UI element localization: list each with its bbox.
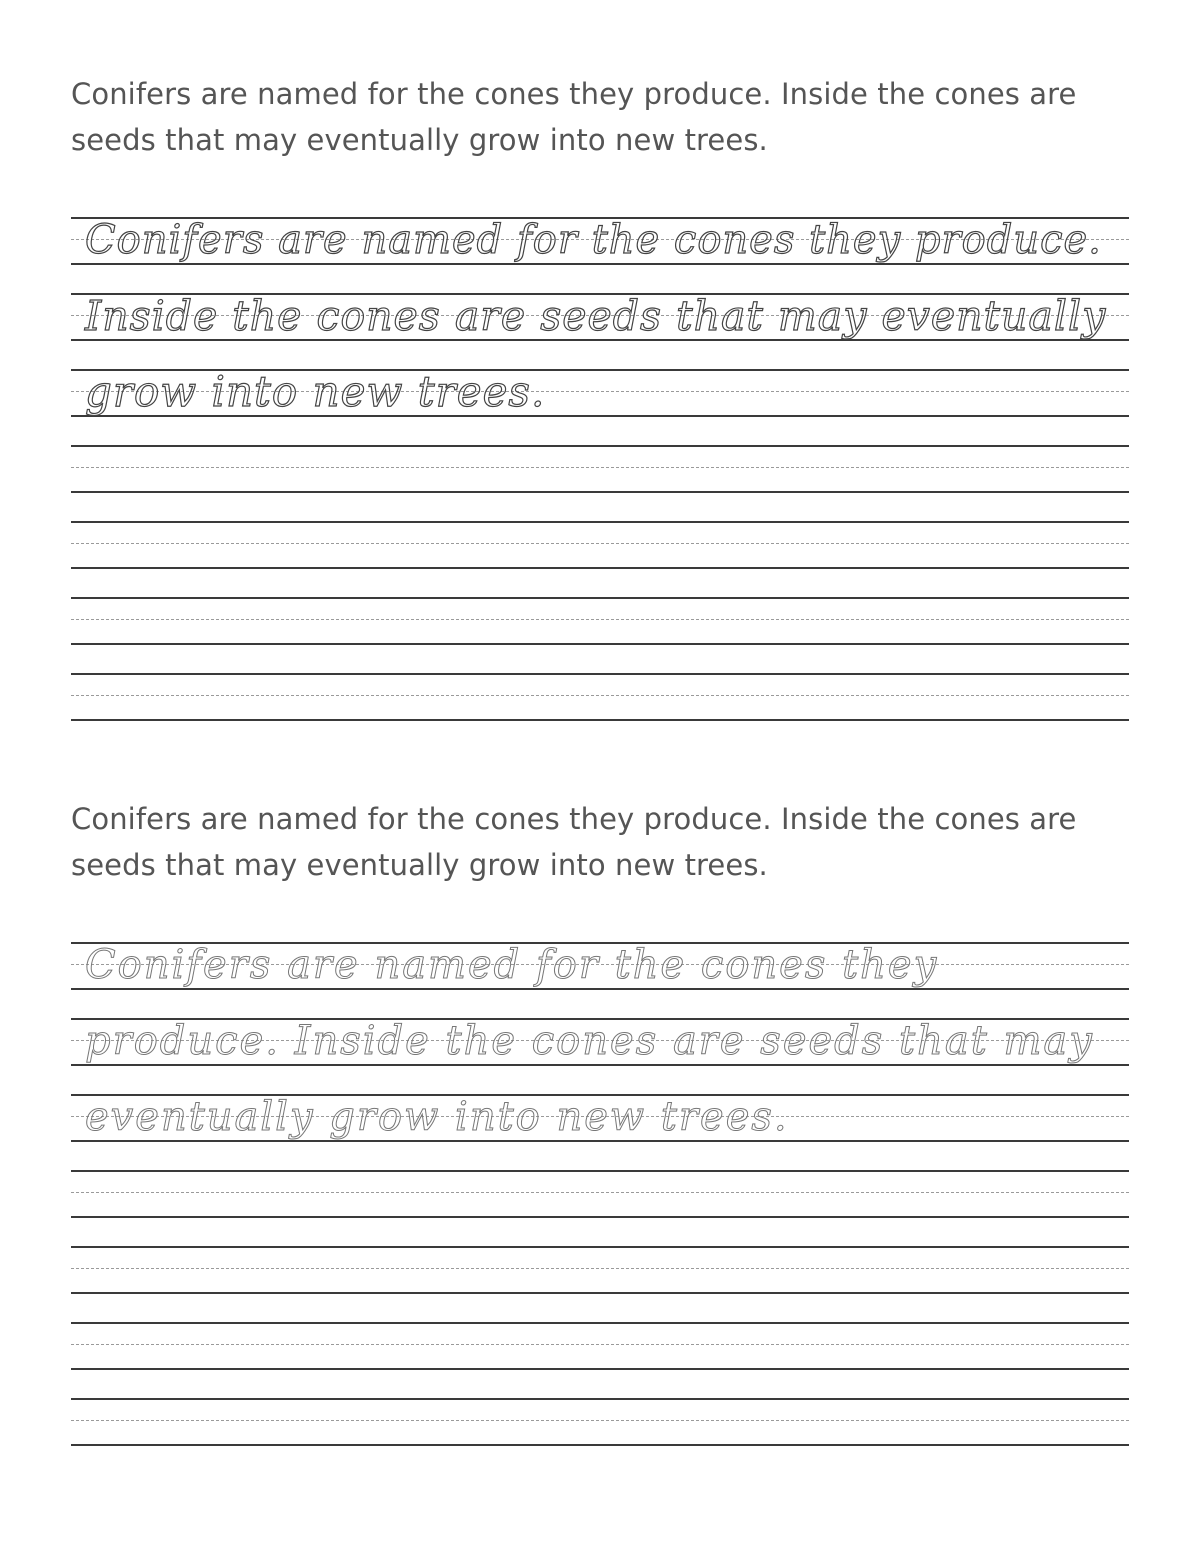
writing-row: [71, 597, 1129, 645]
writing-row: [71, 1398, 1129, 1446]
trace-line-3: eventually grow into new trees.: [85, 1094, 789, 1140]
trace-line-1: Conifers are named for the cones they: [85, 942, 939, 988]
writing-row: [71, 1322, 1129, 1370]
writing-row: [71, 217, 1129, 265]
tracing-block-print: [71, 217, 1129, 723]
writing-row: [71, 1094, 1129, 1142]
prompt-text-1: Conifers are named for the cones they produce. Inside the cones are seeds that may eventually grow into new trees.: [71, 77, 1077, 157]
trace-line-2: Inside the cones are seeds that may eventually: [85, 292, 1107, 340]
writing-row: [71, 1170, 1129, 1218]
writing-row: [71, 369, 1129, 417]
writing-row: [71, 1018, 1129, 1066]
writing-row: [71, 673, 1129, 721]
writing-row: [71, 445, 1129, 493]
trace-line-1: Conifers are named for the cones they produce.: [85, 217, 1102, 263]
writing-row: [71, 293, 1129, 341]
writing-row: [71, 521, 1129, 569]
writing-row: [71, 1246, 1129, 1294]
prompt-text-2: Conifers are named for the cones they produce. Inside the cones are seeds that may eventually grow into new trees.: [71, 802, 1077, 882]
trace-line-3: grow into new trees.: [85, 367, 546, 416]
tracing-block-cursive: [71, 942, 1129, 1448]
writing-row: [71, 942, 1129, 990]
trace-line-2: produce. Inside the cones are seeds that may: [85, 1018, 1094, 1064]
